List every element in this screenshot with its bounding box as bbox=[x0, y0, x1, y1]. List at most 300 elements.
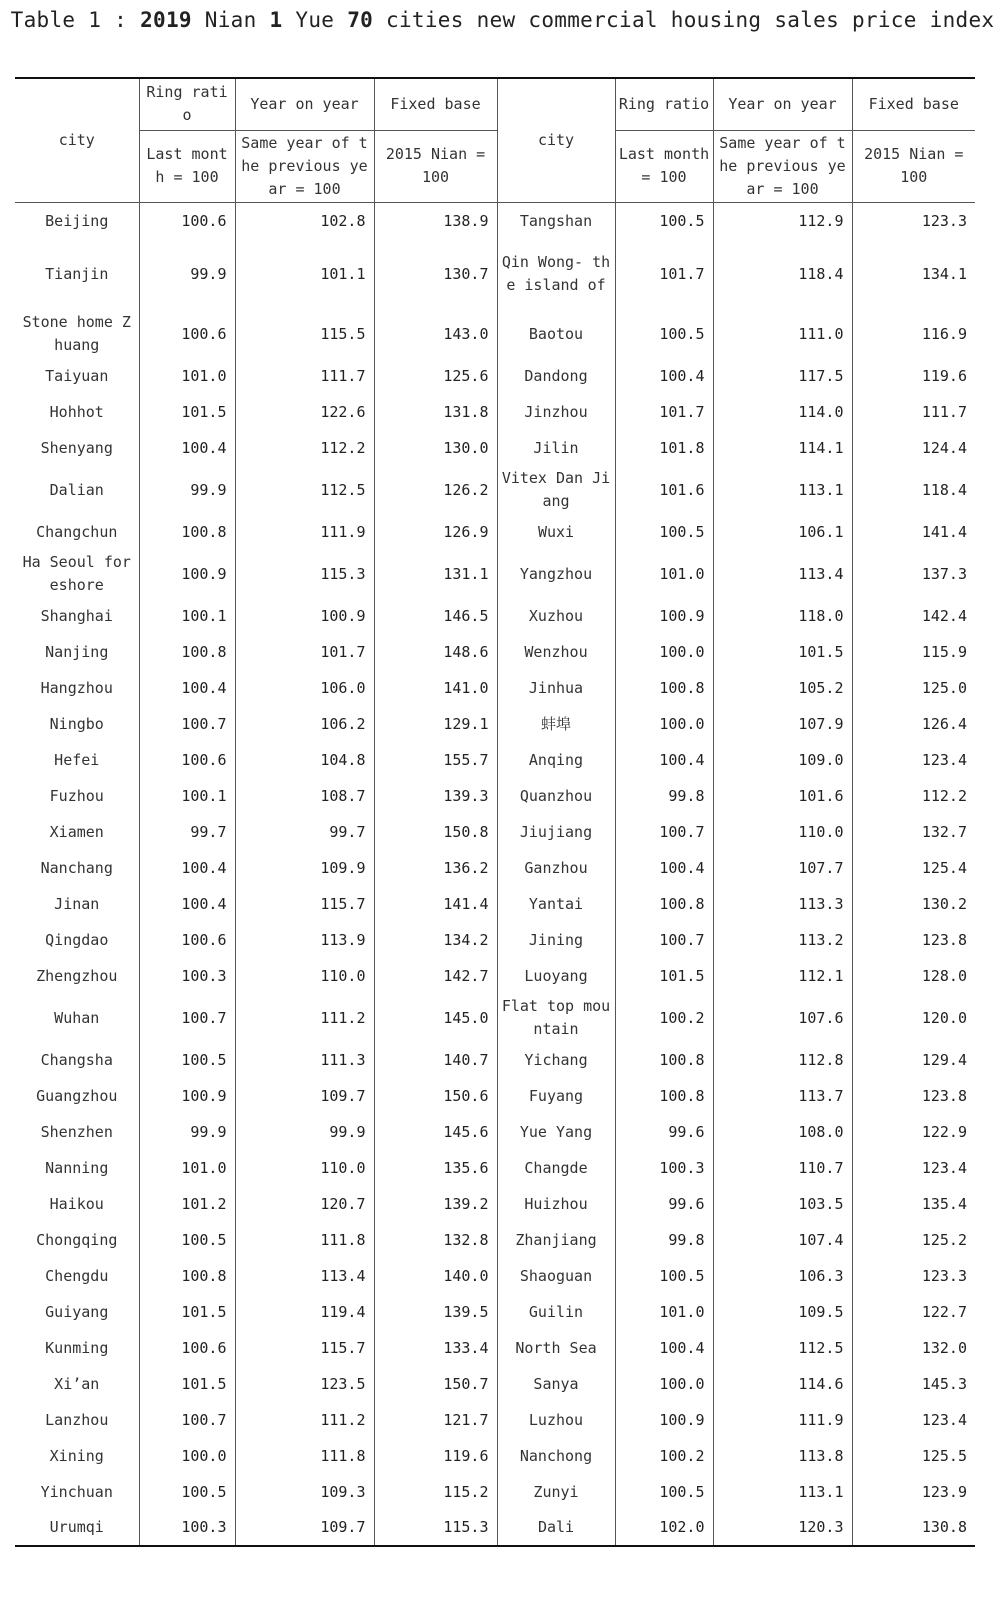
title-month: 1 bbox=[269, 8, 283, 32]
left-ring-ratio-cell: 100.8 bbox=[139, 634, 235, 670]
left-ring-ratio-cell: 100.5 bbox=[139, 1222, 235, 1258]
right-fixed-base-cell: 125.5 bbox=[921, 1446, 967, 1465]
left-year-on-year-cell: 119.4 bbox=[235, 1294, 374, 1330]
table-row bbox=[15, 310, 975, 358]
left-year-on-year-cell: 111.2 bbox=[235, 994, 374, 1042]
left-year-on-year-cell: 115.5 bbox=[235, 310, 374, 358]
left-fixed-base-cell: 150.6 bbox=[374, 1078, 497, 1114]
header-base-2015-left: 2015 Nian = 100 bbox=[374, 130, 497, 202]
right-ring-ratio-cell: 100.4 bbox=[615, 850, 713, 886]
left-year-on-year-cell: 111.3 bbox=[235, 1042, 374, 1078]
right-year-on-year-cell: 107.4 bbox=[713, 1222, 852, 1258]
table-row bbox=[15, 814, 975, 850]
table-row bbox=[15, 1042, 975, 1078]
left-year-on-year-cell: 115.3 bbox=[235, 550, 374, 598]
left-year-on-year-cell: 111.8 bbox=[235, 1438, 374, 1474]
right-year-on-year-cell: 108.0 bbox=[713, 1114, 852, 1150]
right-ring-ratio-cell: 102.0 bbox=[615, 1510, 713, 1546]
header-year-on-year-left: Year on year bbox=[235, 78, 374, 130]
left-city-cell: Lanzhou bbox=[15, 1402, 139, 1438]
right-ring-ratio-cell: 100.4 bbox=[615, 1330, 713, 1366]
right-ring-ratio-cell: 101.0 bbox=[615, 550, 713, 598]
left-fixed-base-cell: 145.0 bbox=[374, 994, 497, 1042]
right-year-on-year-cell: 101.6 bbox=[713, 778, 852, 814]
right-city-cell: Ganzhou bbox=[497, 850, 615, 886]
left-fixed-base-cell: 131.1 bbox=[374, 550, 497, 598]
left-fixed-base-cell: 134.2 bbox=[374, 922, 497, 958]
left-ring-ratio-cell: 100.7 bbox=[139, 994, 235, 1042]
left-city-cell: Changsha bbox=[15, 1042, 139, 1078]
right-year-on-year-cell: 101.5 bbox=[713, 634, 852, 670]
right-fixed-base-cell: 142.4 bbox=[921, 606, 967, 625]
right-fixed-base-cell: 115.9 bbox=[921, 642, 967, 661]
right-city-cell: Yangzhou bbox=[497, 550, 615, 598]
left-ring-ratio-cell: 100.6 bbox=[139, 1330, 235, 1366]
right-year-on-year-cell: 113.7 bbox=[713, 1078, 852, 1114]
right-ring-ratio-cell: 100.8 bbox=[615, 1078, 713, 1114]
left-city-cell: Jinan bbox=[15, 886, 139, 922]
right-fixed-base-cell: 123.8 bbox=[921, 1086, 967, 1105]
right-city-cell: Tangshan bbox=[497, 202, 615, 238]
table-row bbox=[15, 778, 975, 814]
right-year-on-year-cell: 106.3 bbox=[713, 1258, 852, 1294]
header-same-year-left: Same year of the previous year = 100 bbox=[235, 130, 374, 202]
left-city-cell: Nanning bbox=[15, 1150, 139, 1186]
right-fixed-base-cell: 125.4 bbox=[921, 858, 967, 877]
right-fixed-base-cell: 135.4 bbox=[921, 1194, 967, 1213]
left-year-on-year-cell: 109.3 bbox=[235, 1474, 374, 1510]
left-city-cell: Shenyang bbox=[15, 430, 139, 466]
right-fixed-base-cell: 123.3 bbox=[921, 211, 967, 230]
table-row bbox=[15, 1222, 975, 1258]
left-year-on-year-cell: 108.7 bbox=[235, 778, 374, 814]
left-fixed-base-cell: 150.8 bbox=[374, 814, 497, 850]
table-row bbox=[15, 466, 975, 514]
right-year-on-year-cell: 109.0 bbox=[713, 742, 852, 778]
left-fixed-base-cell: 140.0 bbox=[374, 1258, 497, 1294]
header-last-month-left: Last month = 100 bbox=[139, 130, 235, 202]
left-city-cell: Haikou bbox=[15, 1186, 139, 1222]
table-row bbox=[15, 550, 975, 598]
right-city-cell: Sanya bbox=[497, 1366, 615, 1402]
right-ring-ratio-cell: 100.0 bbox=[615, 634, 713, 670]
left-year-on-year-cell: 122.6 bbox=[235, 394, 374, 430]
right-ring-ratio-cell: 101.0 bbox=[615, 1294, 713, 1330]
left-city-cell: Urumqi bbox=[15, 1510, 139, 1546]
left-year-on-year-cell: 100.9 bbox=[235, 598, 374, 634]
right-year-on-year-cell: 107.9 bbox=[713, 706, 852, 742]
left-city-cell: Beijing bbox=[15, 202, 139, 238]
left-ring-ratio-cell: 100.3 bbox=[139, 958, 235, 994]
left-year-on-year-cell: 104.8 bbox=[235, 742, 374, 778]
left-year-on-year-cell: 115.7 bbox=[235, 1330, 374, 1366]
right-ring-ratio-cell: 101.8 bbox=[615, 430, 713, 466]
left-ring-ratio-cell: 99.9 bbox=[139, 466, 235, 514]
right-ring-ratio-cell: 99.6 bbox=[615, 1186, 713, 1222]
table-row bbox=[15, 238, 975, 310]
right-fixed-base-cell: 122.7 bbox=[921, 1302, 967, 1321]
right-city-cell: Jiujiang bbox=[497, 814, 615, 850]
left-fixed-base-cell: 141.0 bbox=[374, 670, 497, 706]
right-city-cell: Vitex Dan Jiang bbox=[497, 466, 615, 514]
right-ring-ratio-cell: 100.8 bbox=[615, 670, 713, 706]
left-year-on-year-cell: 109.9 bbox=[235, 850, 374, 886]
header-same-year-right: Same year of the previous year = 100 bbox=[713, 130, 852, 202]
table-row bbox=[15, 1258, 975, 1294]
right-ring-ratio-cell: 100.0 bbox=[615, 706, 713, 742]
left-city-cell: Chongqing bbox=[15, 1222, 139, 1258]
right-city-cell: Dandong bbox=[497, 358, 615, 394]
left-city-cell: Xi’an bbox=[15, 1366, 139, 1402]
right-year-on-year-cell: 113.2 bbox=[713, 922, 852, 958]
right-year-on-year-cell: 111.0 bbox=[713, 310, 852, 358]
left-ring-ratio-cell: 100.6 bbox=[139, 310, 235, 358]
left-fixed-base-cell: 139.3 bbox=[374, 778, 497, 814]
left-city-cell: Ningbo bbox=[15, 706, 139, 742]
right-city-cell: Guilin bbox=[497, 1294, 615, 1330]
left-city-cell: Wuhan bbox=[15, 994, 139, 1042]
left-city-cell: Kunming bbox=[15, 1330, 139, 1366]
left-ring-ratio-cell: 100.4 bbox=[139, 850, 235, 886]
left-year-on-year-cell: 99.7 bbox=[235, 814, 374, 850]
right-fixed-base-cell: 137.3 bbox=[921, 564, 967, 583]
right-city-cell: 蚌埠 bbox=[497, 706, 615, 742]
table-row bbox=[15, 1150, 975, 1186]
table-row bbox=[15, 958, 975, 994]
left-city-cell: Shanghai bbox=[15, 598, 139, 634]
left-ring-ratio-cell: 100.6 bbox=[139, 202, 235, 238]
left-city-cell: Dalian bbox=[15, 466, 139, 514]
left-ring-ratio-cell: 100.4 bbox=[139, 670, 235, 706]
left-year-on-year-cell: 112.5 bbox=[235, 466, 374, 514]
left-ring-ratio-cell: 100.8 bbox=[139, 1258, 235, 1294]
left-ring-ratio-cell: 100.4 bbox=[139, 886, 235, 922]
left-year-on-year-cell: 109.7 bbox=[235, 1510, 374, 1546]
right-fixed-base-cell: 130.2 bbox=[921, 894, 967, 913]
left-fixed-base-cell: 125.6 bbox=[374, 358, 497, 394]
table-row bbox=[15, 1186, 975, 1222]
left-fixed-base-cell: 146.5 bbox=[374, 598, 497, 634]
title-count: 70 bbox=[347, 8, 374, 32]
right-city-cell: Changde bbox=[497, 1150, 615, 1186]
table-row bbox=[15, 886, 975, 922]
left-city-cell: Changchun bbox=[15, 514, 139, 550]
left-year-on-year-cell: 111.7 bbox=[235, 358, 374, 394]
left-ring-ratio-cell: 100.1 bbox=[139, 778, 235, 814]
right-city-cell: Jining bbox=[497, 922, 615, 958]
title-year: 2019 bbox=[140, 8, 192, 32]
right-ring-ratio-cell: 100.7 bbox=[615, 814, 713, 850]
left-year-on-year-cell: 110.0 bbox=[235, 1150, 374, 1186]
table-row bbox=[15, 394, 975, 430]
right-city-cell: Dali bbox=[497, 1510, 615, 1546]
table-row bbox=[15, 922, 975, 958]
left-year-on-year-cell: 99.9 bbox=[235, 1114, 374, 1150]
table-row bbox=[15, 670, 975, 706]
right-year-on-year-cell: 112.5 bbox=[713, 1330, 852, 1366]
left-city-cell: Fuzhou bbox=[15, 778, 139, 814]
right-ring-ratio-cell: 100.5 bbox=[615, 1258, 713, 1294]
right-year-on-year-cell: 120.3 bbox=[713, 1510, 852, 1546]
right-fixed-base-cell: 123.4 bbox=[921, 1410, 967, 1429]
left-ring-ratio-cell: 100.0 bbox=[139, 1438, 235, 1474]
header-city-right: city bbox=[497, 78, 615, 202]
right-year-on-year-cell: 110.7 bbox=[713, 1150, 852, 1186]
table-row bbox=[15, 1114, 975, 1150]
right-year-on-year-cell: 112.8 bbox=[713, 1042, 852, 1078]
left-ring-ratio-cell: 101.5 bbox=[139, 1294, 235, 1330]
left-fixed-base-cell: 145.6 bbox=[374, 1114, 497, 1150]
right-fixed-base-cell: 111.7 bbox=[921, 402, 967, 421]
left-ring-ratio-cell: 100.9 bbox=[139, 550, 235, 598]
header-ring-ratio-right: Ring ratio bbox=[615, 78, 713, 130]
right-city-cell: North Sea bbox=[497, 1330, 615, 1366]
left-fixed-base-cell: 139.5 bbox=[374, 1294, 497, 1330]
left-city-cell: Hangzhou bbox=[15, 670, 139, 706]
table-row bbox=[15, 634, 975, 670]
left-fixed-base-cell: 126.2 bbox=[374, 466, 497, 514]
header-ring-ratio-left: Ring ratio bbox=[139, 78, 235, 130]
right-ring-ratio-cell: 101.6 bbox=[615, 466, 713, 514]
right-city-cell: Jilin bbox=[497, 430, 615, 466]
right-city-cell: Zhanjiang bbox=[497, 1222, 615, 1258]
left-year-on-year-cell: 106.0 bbox=[235, 670, 374, 706]
left-fixed-base-cell: 139.2 bbox=[374, 1186, 497, 1222]
left-ring-ratio-cell: 99.7 bbox=[139, 814, 235, 850]
left-year-on-year-cell: 102.8 bbox=[235, 202, 374, 238]
right-ring-ratio-cell: 100.8 bbox=[615, 886, 713, 922]
header-base-2015-right: 2015 Nian = 100 bbox=[864, 145, 964, 186]
right-city-cell: Shaoguan bbox=[497, 1258, 615, 1294]
right-city-cell: Nanchong bbox=[497, 1438, 615, 1474]
table-row bbox=[15, 1438, 975, 1474]
right-fixed-base-cell: 126.4 bbox=[921, 714, 967, 733]
left-year-on-year-cell: 111.2 bbox=[235, 1402, 374, 1438]
right-ring-ratio-cell: 99.8 bbox=[615, 778, 713, 814]
left-ring-ratio-cell: 101.5 bbox=[139, 1366, 235, 1402]
left-fixed-base-cell: 135.6 bbox=[374, 1150, 497, 1186]
left-fixed-base-cell: 142.7 bbox=[374, 958, 497, 994]
left-city-cell: Guiyang bbox=[15, 1294, 139, 1330]
right-city-cell: Baotou bbox=[497, 310, 615, 358]
table-row bbox=[15, 358, 975, 394]
left-city-cell: Xiamen bbox=[15, 814, 139, 850]
right-year-on-year-cell: 117.5 bbox=[713, 358, 852, 394]
right-ring-ratio-cell: 100.4 bbox=[615, 742, 713, 778]
right-fixed-base-cell: 134.1 bbox=[921, 264, 967, 283]
left-ring-ratio-cell: 101.2 bbox=[139, 1186, 235, 1222]
right-ring-ratio-cell: 101.7 bbox=[615, 394, 713, 430]
left-fixed-base-cell: 136.2 bbox=[374, 850, 497, 886]
table-row bbox=[15, 706, 975, 742]
left-fixed-base-cell: 132.8 bbox=[374, 1222, 497, 1258]
left-city-cell: Nanjing bbox=[15, 634, 139, 670]
right-fixed-base-cell: 123.9 bbox=[921, 1482, 967, 1501]
table-row bbox=[15, 1294, 975, 1330]
table-title bbox=[0, 8, 1005, 32]
left-city-cell: Tianjin bbox=[15, 238, 139, 310]
left-fixed-base-cell: 131.8 bbox=[374, 394, 497, 430]
left-year-on-year-cell: 101.7 bbox=[235, 634, 374, 670]
table-row bbox=[15, 742, 975, 778]
right-fixed-base-cell: 120.0 bbox=[921, 1008, 967, 1027]
right-city-cell: Yantai bbox=[497, 886, 615, 922]
right-city-cell: Luzhou bbox=[497, 1402, 615, 1438]
left-city-cell: Hohhot bbox=[15, 394, 139, 430]
left-city-cell: Chengdu bbox=[15, 1258, 139, 1294]
right-city-cell: Anqing bbox=[497, 742, 615, 778]
left-city-cell: Stone home Zhuang bbox=[15, 310, 139, 358]
left-fixed-base-cell: 130.7 bbox=[374, 238, 497, 310]
right-ring-ratio-cell: 100.5 bbox=[615, 1474, 713, 1510]
right-city-cell: Jinzhou bbox=[497, 394, 615, 430]
left-fixed-base-cell: 150.7 bbox=[374, 1366, 497, 1402]
left-fixed-base-cell: 126.9 bbox=[374, 514, 497, 550]
left-fixed-base-cell: 133.4 bbox=[374, 1330, 497, 1366]
right-year-on-year-cell: 113.8 bbox=[713, 1438, 852, 1474]
table-row bbox=[15, 1330, 975, 1366]
left-city-cell: Hefei bbox=[15, 742, 139, 778]
header-last-month-right: Last month = 100 bbox=[615, 130, 713, 202]
left-year-on-year-cell: 123.5 bbox=[235, 1366, 374, 1402]
left-city-cell: Shenzhen bbox=[15, 1114, 139, 1150]
right-fixed-base-cell: 141.4 bbox=[921, 522, 967, 541]
left-fixed-base-cell: 119.6 bbox=[374, 1438, 497, 1474]
left-year-on-year-cell: 110.0 bbox=[235, 958, 374, 994]
right-ring-ratio-cell: 101.5 bbox=[615, 958, 713, 994]
table-row bbox=[15, 994, 975, 1042]
left-fixed-base-cell: 140.7 bbox=[374, 1042, 497, 1078]
left-fixed-base-cell: 141.4 bbox=[374, 886, 497, 922]
right-year-on-year-cell: 112.9 bbox=[713, 202, 852, 238]
table-row bbox=[15, 850, 975, 886]
right-ring-ratio-cell: 100.5 bbox=[615, 514, 713, 550]
right-fixed-base-cell: 123.3 bbox=[921, 1266, 967, 1285]
right-city-cell: Quanzhou bbox=[497, 778, 615, 814]
left-fixed-base-cell: 138.9 bbox=[374, 202, 497, 238]
right-year-on-year-cell: 106.1 bbox=[713, 514, 852, 550]
header-year-on-year-right: Year on year bbox=[713, 78, 852, 130]
right-fixed-base-cell: 123.4 bbox=[921, 750, 967, 769]
right-ring-ratio-cell: 100.3 bbox=[615, 1150, 713, 1186]
table-row bbox=[15, 1510, 975, 1546]
left-ring-ratio-cell: 100.8 bbox=[139, 514, 235, 550]
right-year-on-year-cell: 103.5 bbox=[713, 1186, 852, 1222]
right-year-on-year-cell: 107.7 bbox=[713, 850, 852, 886]
table-row bbox=[15, 430, 975, 466]
right-fixed-base-cell: 124.4 bbox=[921, 438, 967, 457]
left-fixed-base-cell: 130.0 bbox=[374, 430, 497, 466]
right-ring-ratio-cell: 100.9 bbox=[615, 1402, 713, 1438]
left-city-cell: Guangzhou bbox=[15, 1078, 139, 1114]
right-ring-ratio-cell: 100.2 bbox=[615, 1438, 713, 1474]
left-ring-ratio-cell: 100.6 bbox=[139, 742, 235, 778]
right-year-on-year-cell: 113.3 bbox=[713, 886, 852, 922]
left-ring-ratio-cell: 100.6 bbox=[139, 922, 235, 958]
title-rest: cities new commercial housing sales price index bbox=[373, 8, 995, 32]
right-year-on-year-cell: 118.4 bbox=[713, 238, 852, 310]
right-fixed-base-cell: 123.4 bbox=[921, 1158, 967, 1177]
left-city-cell: Qingdao bbox=[15, 922, 139, 958]
left-year-on-year-cell: 113.9 bbox=[235, 922, 374, 958]
right-year-on-year-cell: 109.5 bbox=[713, 1294, 852, 1330]
right-ring-ratio-cell: 100.8 bbox=[615, 1042, 713, 1078]
left-fixed-base-cell: 121.7 bbox=[374, 1402, 497, 1438]
left-ring-ratio-cell: 99.9 bbox=[139, 1114, 235, 1150]
right-ring-ratio-cell: 100.0 bbox=[615, 1366, 713, 1402]
left-year-on-year-cell: 106.2 bbox=[235, 706, 374, 742]
right-year-on-year-cell: 107.6 bbox=[713, 994, 852, 1042]
left-year-on-year-cell: 111.9 bbox=[235, 514, 374, 550]
left-ring-ratio-cell: 100.5 bbox=[139, 1042, 235, 1078]
right-fixed-base-cell: 125.0 bbox=[921, 678, 967, 697]
left-year-on-year-cell: 111.8 bbox=[235, 1222, 374, 1258]
right-fixed-base-cell: 116.9 bbox=[921, 324, 967, 343]
right-city-cell: Xuzhou bbox=[497, 598, 615, 634]
right-year-on-year-cell: 114.0 bbox=[713, 394, 852, 430]
right-year-on-year-cell: 113.1 bbox=[713, 466, 852, 514]
right-city-cell: Zunyi bbox=[497, 1474, 615, 1510]
right-fixed-base-cell: 122.9 bbox=[921, 1122, 967, 1141]
left-year-on-year-cell: 120.7 bbox=[235, 1186, 374, 1222]
right-fixed-base-cell: 129.4 bbox=[921, 1050, 967, 1069]
left-city-cell: Zhengzhou bbox=[15, 958, 139, 994]
left-year-on-year-cell: 112.2 bbox=[235, 430, 374, 466]
right-year-on-year-cell: 114.6 bbox=[713, 1366, 852, 1402]
right-ring-ratio-cell: 99.8 bbox=[615, 1222, 713, 1258]
right-year-on-year-cell: 105.2 bbox=[713, 670, 852, 706]
right-city-cell: Wenzhou bbox=[497, 634, 615, 670]
price-index-table bbox=[15, 77, 975, 1547]
left-ring-ratio-cell: 100.3 bbox=[139, 1510, 235, 1546]
table-row bbox=[15, 514, 975, 550]
table-row bbox=[15, 1078, 975, 1114]
left-city-cell: Ha Seoul for eshore bbox=[15, 550, 139, 598]
right-fixed-base-cell: 132.7 bbox=[921, 822, 967, 841]
title-mid2: Yue bbox=[282, 8, 348, 32]
title-prefix: Table 1 : bbox=[10, 8, 141, 32]
left-city-cell: Taiyuan bbox=[15, 358, 139, 394]
right-fixed-base-cell: 125.2 bbox=[921, 1230, 967, 1249]
right-city-cell: Luoyang bbox=[497, 958, 615, 994]
right-fixed-base-cell: 118.4 bbox=[921, 480, 967, 499]
table-row bbox=[15, 1474, 975, 1510]
table-body bbox=[15, 202, 975, 1546]
right-year-on-year-cell: 113.1 bbox=[713, 1474, 852, 1510]
left-ring-ratio-cell: 100.1 bbox=[139, 598, 235, 634]
left-year-on-year-cell: 115.7 bbox=[235, 886, 374, 922]
left-ring-ratio-cell: 100.5 bbox=[139, 1474, 235, 1510]
right-year-on-year-cell: 112.1 bbox=[713, 958, 852, 994]
title-mid1: Nian bbox=[191, 8, 270, 32]
header-fixed-base-left: Fixed base bbox=[374, 78, 497, 130]
left-city-cell: Xining bbox=[15, 1438, 139, 1474]
right-city-cell: Fuyang bbox=[497, 1078, 615, 1114]
right-ring-ratio-cell: 100.9 bbox=[615, 598, 713, 634]
right-year-on-year-cell: 114.1 bbox=[713, 430, 852, 466]
right-year-on-year-cell: 113.4 bbox=[713, 550, 852, 598]
left-ring-ratio-cell: 100.7 bbox=[139, 706, 235, 742]
right-fixed-base-cell: 132.0 bbox=[921, 1338, 967, 1357]
right-fixed-base-cell: 119.6 bbox=[921, 366, 967, 385]
left-fixed-base-cell: 155.7 bbox=[374, 742, 497, 778]
left-year-on-year-cell: 113.4 bbox=[235, 1258, 374, 1294]
left-year-on-year-cell: 101.1 bbox=[235, 238, 374, 310]
left-city-cell: Yinchuan bbox=[15, 1474, 139, 1510]
right-fixed-base-cell: 128.0 bbox=[921, 966, 967, 985]
right-city-cell: Yichang bbox=[497, 1042, 615, 1078]
left-city-cell: Nanchang bbox=[15, 850, 139, 886]
